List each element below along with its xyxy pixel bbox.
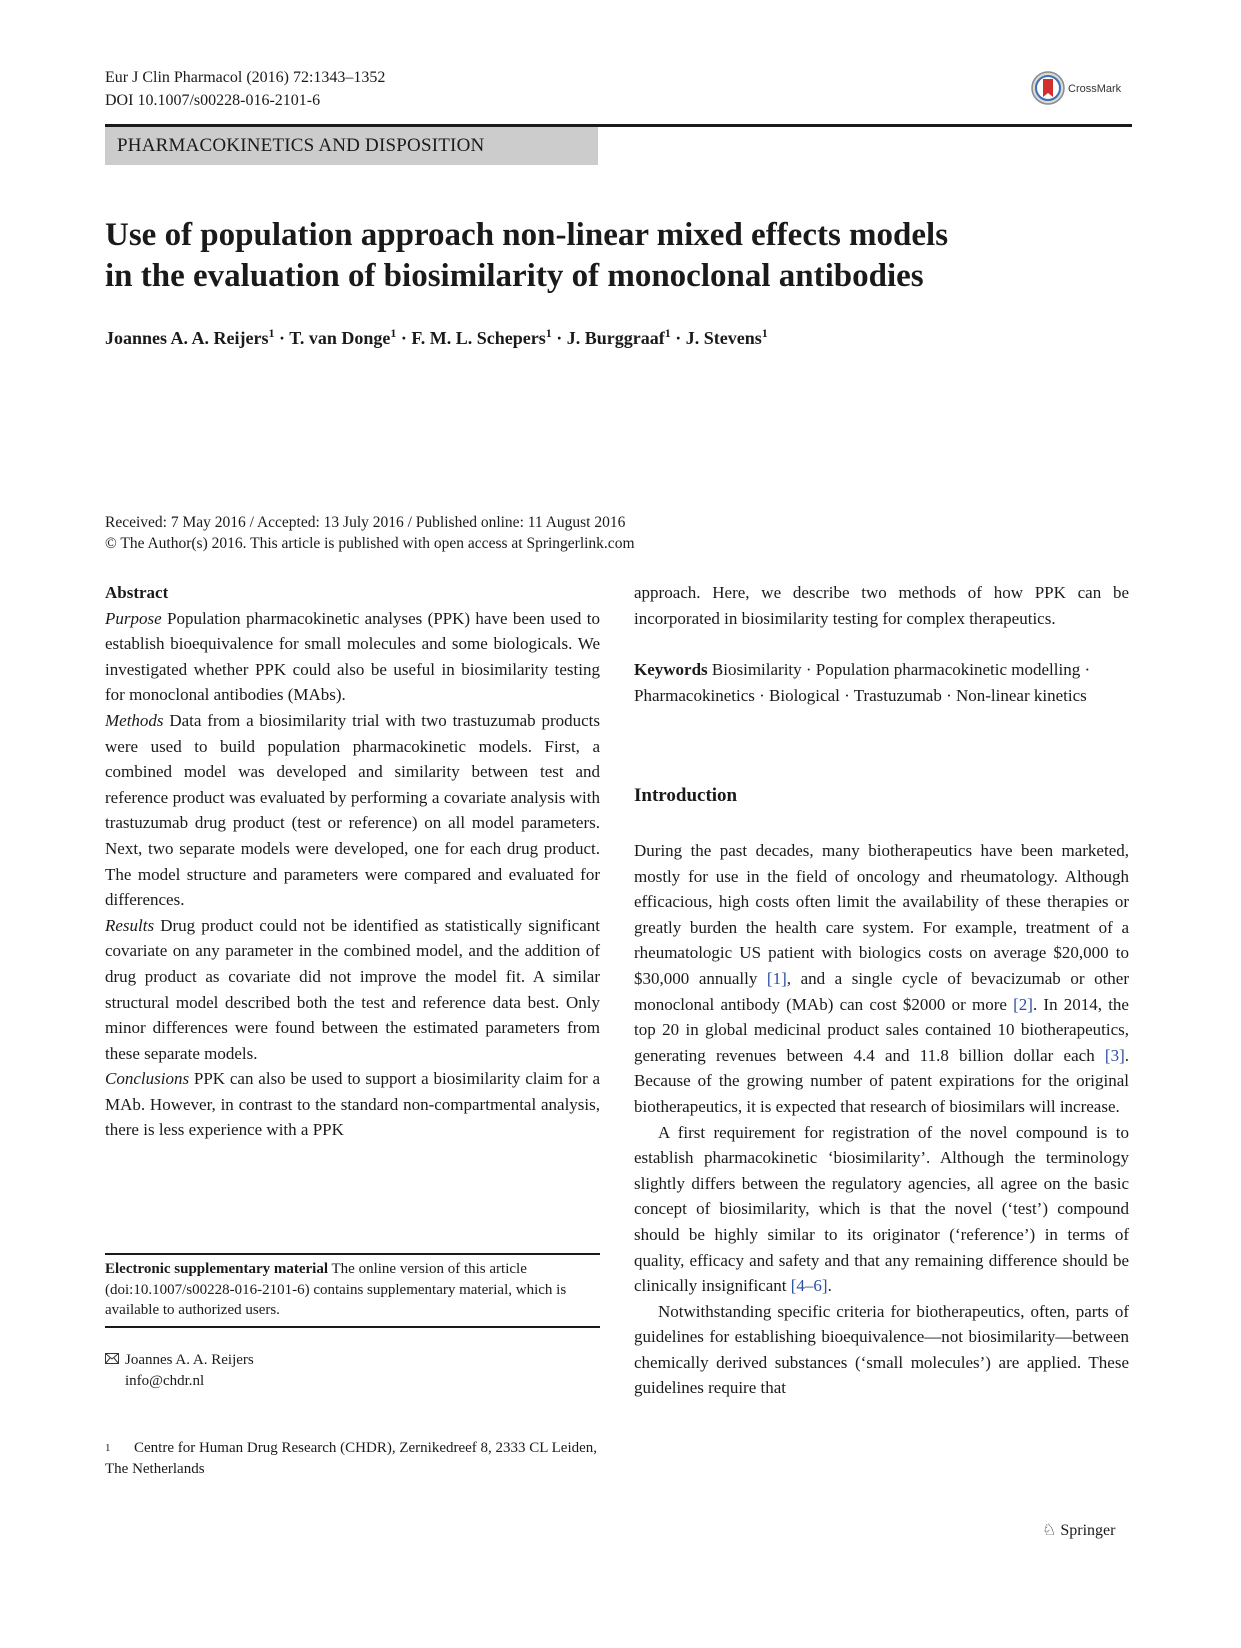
corresponding-author: [105, 1350, 254, 1392]
affiliation-number: 1: [105, 1442, 111, 1454]
methods-label: Methods: [105, 710, 164, 730]
conclusions-label: Conclusions: [105, 1069, 190, 1089]
title-line: Use of population approach non-linear mixed effects models: [105, 217, 949, 253]
citation-link[interactable]: [3]: [1104, 1045, 1125, 1065]
citation-link[interactable]: [1]: [766, 968, 787, 988]
abstract: [105, 580, 600, 1143]
introduction-heading: Introduction: [634, 785, 738, 806]
author-name[interactable]: Joannes A. A. Reijers: [105, 328, 269, 348]
esm-label: Electronic supplementary material: [105, 1261, 329, 1277]
intro-text: A first requirement for registration of the novel compound is to establish pharmacokinetic ‘biosimilarity’. Although the terminology slightly differs between the regulatory agencies, all agree on the basic concept of biosimilarity, which is that the novel (‘test’) compound should be highly similar to its originator (‘reference’) in terms of quality, efficacy and safety and that any remaining difference should be clinically insignificant: [634, 1122, 1129, 1296]
affiliation-marker: 1: [390, 326, 397, 340]
author-name[interactable]: F. M. L. Schepers: [411, 328, 546, 348]
publisher-logo: [1042, 1520, 1115, 1540]
intro-text: .: [827, 1276, 832, 1296]
crossmark-icon: [1030, 70, 1130, 106]
intro-text: , and a single cycle of bevacizumab or other monoclonal antibody (MAb) can cost $2000 or more: [634, 968, 1129, 1014]
conclusions-text: PPK can also be used to support a biosimilarity claim for a MAb. However, in contrast to the standard non-compartmental analysis, there is less experience with a PPK: [105, 1069, 601, 1140]
supplementary-note: [105, 1259, 600, 1321]
abstract-continuation-text: approach. Here, we describe two methods of how PPK can be incorporated in biosimilarity testing for complex therapeutics.: [634, 583, 1129, 628]
affiliation-marker: 1: [664, 326, 671, 340]
citation-link[interactable]: [2]: [1013, 994, 1033, 1014]
crossmark-badge[interactable]: [1030, 70, 1130, 106]
crossmark-label: CrossMark: [1068, 83, 1122, 95]
envelope-icon: [105, 1350, 125, 1371]
journal-citation: [105, 66, 385, 112]
esm-bottom-rule: [105, 1326, 600, 1328]
citation-link[interactable]: [4–6]: [790, 1276, 828, 1296]
esm-text: The online version of this article (doi:10.1007/s00228-016-2101-6) contains supplementary material, which is available to authorized users.: [105, 1261, 567, 1318]
results-text: Drug product could not be identified as statistically significant covariate on any parameter in the combined model, and the addition of drug product as covariate did not improve the model fit. A similar structural model described both the test and reference data best. Only minor differences were found between the estimated parameters from these separate models.: [105, 915, 600, 1063]
author-name[interactable]: T. van Donge: [289, 328, 391, 348]
esm-top-rule: [105, 1253, 600, 1255]
abstract-heading: Abstract: [105, 583, 169, 602]
results-label: Results: [105, 915, 155, 935]
intro-text: Notwithstanding specific criteria for biotherapeutics, often, parts of guidelines for establishing bioequivalence—not biosimilarity—between chemically derived substances (‘small molecules’) are applied. These guidelines require that: [634, 1301, 1129, 1398]
intro-text: During the past decades, many biotherapeutics have been marketed, mostly for use in the field of oncology and rheumatology. Although efficacious, high costs often limit the availability of these therapies or greatly burden the health care system. For example, treatment of a rheumatologic US patient with biologics costs on average $20,000 to $30,000 annually: [634, 841, 1129, 988]
keywords-label: Keywords: [634, 660, 708, 679]
affiliation-marker: 1: [545, 326, 552, 340]
contact-email[interactable]: info@chdr.nl: [125, 1373, 205, 1389]
introduction-body: [634, 838, 1129, 1401]
keywords-text: Biosimilarity · Population pharmacokinetic modelling · Pharmacokinetics · Biological · Trastuzumab · Non-linear kinetics: [634, 660, 1091, 705]
purpose-label: Purpose: [105, 608, 162, 628]
copyright-line: © The Author(s) 2016. This article is published with open access at Springerlink.com: [105, 535, 635, 552]
article-title: [105, 215, 1132, 297]
author-list: Joannes A. A. Reijers$^1$ · T. van Donge$^1$ · F. M. L. Schepers$^1$ · J. Burggraaf$^1$ · J. Stevens$^1$: [105, 326, 768, 348]
affiliation-marker: 1: [268, 326, 275, 340]
abstract-continuation: [634, 580, 1129, 631]
affiliation: [105, 1438, 600, 1480]
intro-text: . Because of the growing number of patent expirations for the original biotherapeutics, it is expected that research of biosimilars will increase.: [634, 1045, 1129, 1116]
author-name[interactable]: J. Stevens: [685, 328, 762, 348]
affiliation-text: Centre for Human Drug Research (CHDR), Zernikedreef 8, 2333 CL Leiden, The Netherlands: [105, 1440, 598, 1477]
methods-text: Data from a biosimilarity trial with two trastuzumab products were used to build population pharmacokinetic models. First, a combined model was developed and similarity between test and reference product was evaluated by performing a covariate analysis with trastuzumab drug product (test or reference) on all model parameters. Next, two separate models were developed, one for each drug product. The model structure and parameters were compared and evaluated for differences.: [105, 710, 600, 910]
purpose-text: Population pharmacokinetic analyses (PPK) have been used to establish bioequivalence for small molecules and some biologicals. We investigated whether PPK could also be useful in biosimilarity testing for monoclonal antibodies (MAbs).: [105, 608, 600, 705]
publication-dates: [105, 512, 635, 554]
springer-horse-icon: ♘: [1042, 1522, 1057, 1539]
author-name[interactable]: J. Burggraaf: [566, 328, 665, 348]
dates-line: Received: 7 May 2016 / Accepted: 13 July 2016 / Published online: 11 August 2016: [105, 514, 626, 531]
publisher-name: Springer: [1060, 1522, 1116, 1539]
keywords: [634, 657, 1129, 708]
title-line: in the evaluation of biosimilarity of monoclonal antibodies: [105, 258, 924, 294]
section-banner: PHARMACOKINETICS AND DISPOSITION: [105, 127, 598, 165]
journal-line: Eur J Clin Pharmacol (2016) 72:1343–1352: [105, 69, 386, 86]
doi-line: DOI 10.1007/s00228-016-2101-6: [105, 92, 321, 109]
contact-name: Joannes A. A. Reijers: [125, 1352, 254, 1368]
intro-text: . In 2014, the top 20 in global medicinal product sales contained 10 biotherapeutics, generating revenues between 4.4 and 11.8 billion dollar each: [634, 994, 1129, 1065]
affiliation-marker: 1: [761, 326, 768, 340]
